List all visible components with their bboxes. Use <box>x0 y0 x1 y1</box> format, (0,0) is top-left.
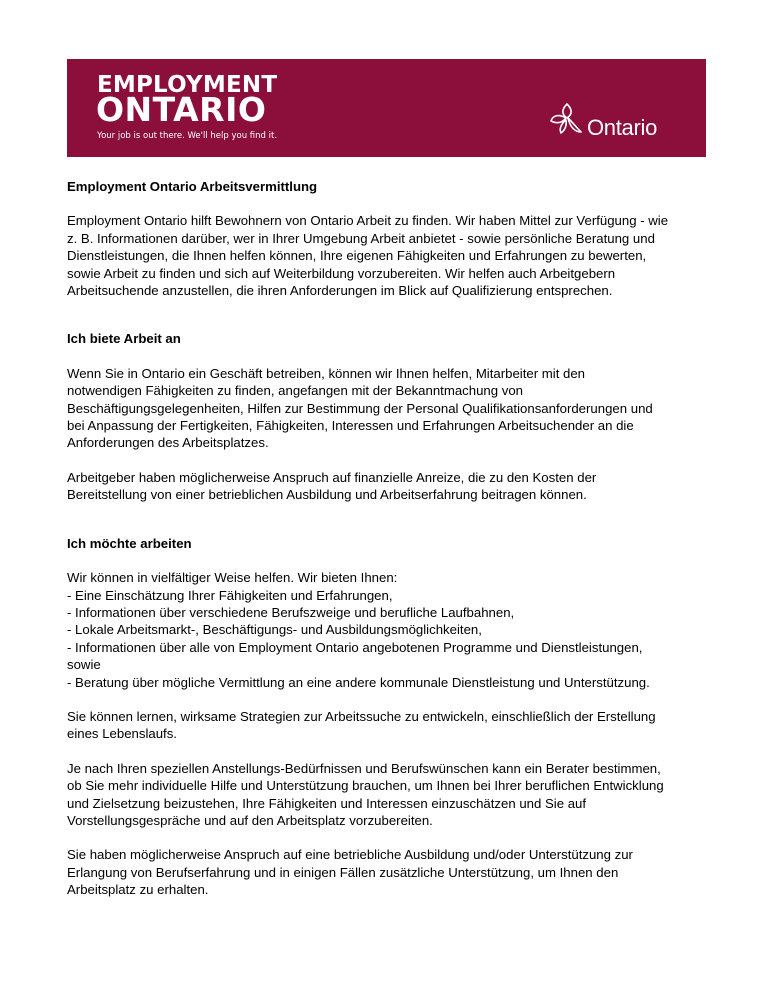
text-line: sowie <box>67 657 101 673</box>
text-line: z. B. Informationen darüber, wer in Ihrer Umgebung Arbeit anbietet - sowie persönliche Beratung und <box>67 230 655 246</box>
trillium-icon <box>549 101 585 135</box>
document-body <box>67 178 692 899</box>
section-paragraph <box>67 212 692 299</box>
section-paragraph <box>67 760 692 830</box>
section-paragraph <box>67 708 692 743</box>
text-line: Bereitstellung von einer betrieblichen Ausbildung und Arbeitserfahrung beitragen können. <box>67 487 587 503</box>
text-line: Employment Ontario hilft Bewohnern von Ontario Arbeit zu finden. Wir haben Mittel zur Verfügung - wie <box>67 213 669 229</box>
text-line: Sie können lernen, wirksame Strategien zur Arbeitssuche zu entwickeln, einschließlich der Erstellung <box>67 708 656 724</box>
text-line: bei Anpassung der Fertigkeiten, Fähigkeiten, Interessen und Erfahrungen Arbeitsuchender an die <box>67 418 634 434</box>
text-line: Anforderungen des Arbeitsplatzes. <box>67 435 269 451</box>
text-line: notwendigen Fähigkeiten zu finden, angefangen mit der Bekanntmachung von <box>67 383 524 399</box>
brand-tagline: Your job is out there. We'll help you find it. <box>97 131 278 141</box>
text-line: Arbeitgeber haben möglicherweise Anspruch auf finanzielle Anreize, die zu den Kosten der <box>67 469 597 485</box>
text-line: Dienstleistungen, die Ihnen helfen können, Ihre eigenen Fähigkeiten und Erfahrungen zu bewerten, <box>67 248 647 264</box>
text-line: - Lokale Arbeitsmarkt-, Beschäftigungs- und Ausbildungsmöglichkeiten, <box>67 622 482 638</box>
text-line: und Zielsetzung beizustehen, Ihre Fähigkeiten und Interessen einzuschätzen und Sie auf <box>67 795 587 811</box>
text-line: Wir können in vielfältiger Weise helfen. Wir bieten Ihnen: <box>67 570 398 586</box>
section-heading: Ich biete Arbeit an <box>67 331 181 347</box>
text-line: Wenn Sie in Ontario ein Geschäft betreiben, können wir Ihnen helfen, Mitarbeiter mit den <box>67 365 586 381</box>
text-line: - Informationen über alle von Employment Ontario angebotenen Programme und Dienstleistungen, <box>67 639 643 655</box>
text-line: Arbeitsuchende anzustellen, die ihren Anforderungen im Blick auf Qualifizierung entsprechen. <box>67 283 613 299</box>
section-paragraph <box>67 469 692 504</box>
text-line: Beschäftigungsgelegenheiten, Hilfen zur Bestimmung der Personal Qualifikationsanforderungen und <box>67 400 653 416</box>
text-line: Je nach Ihren speziellen Anstellungs-Bedürfnissen und Berufswünschen kann ein Berater bestimmen, <box>67 760 661 776</box>
employment-ontario-banner <box>67 59 706 157</box>
text-line: - Informationen über verschiedene Berufszweige und berufliche Laufbahnen, <box>67 604 515 620</box>
text-line: Vorstellungsgespräche und auf den Arbeitsplatz vorzubereiten. <box>67 812 433 828</box>
section-paragraph <box>67 846 692 898</box>
text-line: - Beratung über mögliche Vermittlung an eine andere kommunale Dienstleistung und Unterstützung. <box>67 674 650 690</box>
ontario-wordmark: Ontario <box>587 115 658 140</box>
text-line: ob Sie mehr individuelle Hilfe und Unterstützung brauchen, um Ihnen bei Ihrer beruflichen Entwicklung <box>67 778 664 794</box>
text-line: eines Lebenslaufs. <box>67 726 177 742</box>
section-heading: Ich möchte arbeiten <box>67 535 192 551</box>
text-line: sowie Arbeit zu finden und sich auf Weiterbildung vorzubereiten. Wir helfen auch Arbeitgebern <box>67 265 616 281</box>
text-line: Erlangung von Berufserfahrung und in einigen Fällen zusätzliche Unterstützung, um Ihnen den <box>67 864 619 880</box>
brand-line-2: ONTARIO <box>96 90 267 129</box>
text-line: - Eine Einschätzung Ihrer Fähigkeiten und Erfahrungen, <box>67 587 393 603</box>
section-paragraph <box>67 569 692 691</box>
text-line: Arbeitsplatz zu erhalten. <box>67 882 209 898</box>
brand-line-1: EMPLOYMENT <box>97 72 278 98</box>
section-heading: Employment Ontario Arbeitsvermittlung <box>67 179 318 194</box>
ontario-logo <box>549 101 689 145</box>
section-paragraph <box>67 365 692 452</box>
text-line: Sie haben möglicherweise Anspruch auf eine betriebliche Ausbildung und/oder Unterstützung zur <box>67 847 633 863</box>
